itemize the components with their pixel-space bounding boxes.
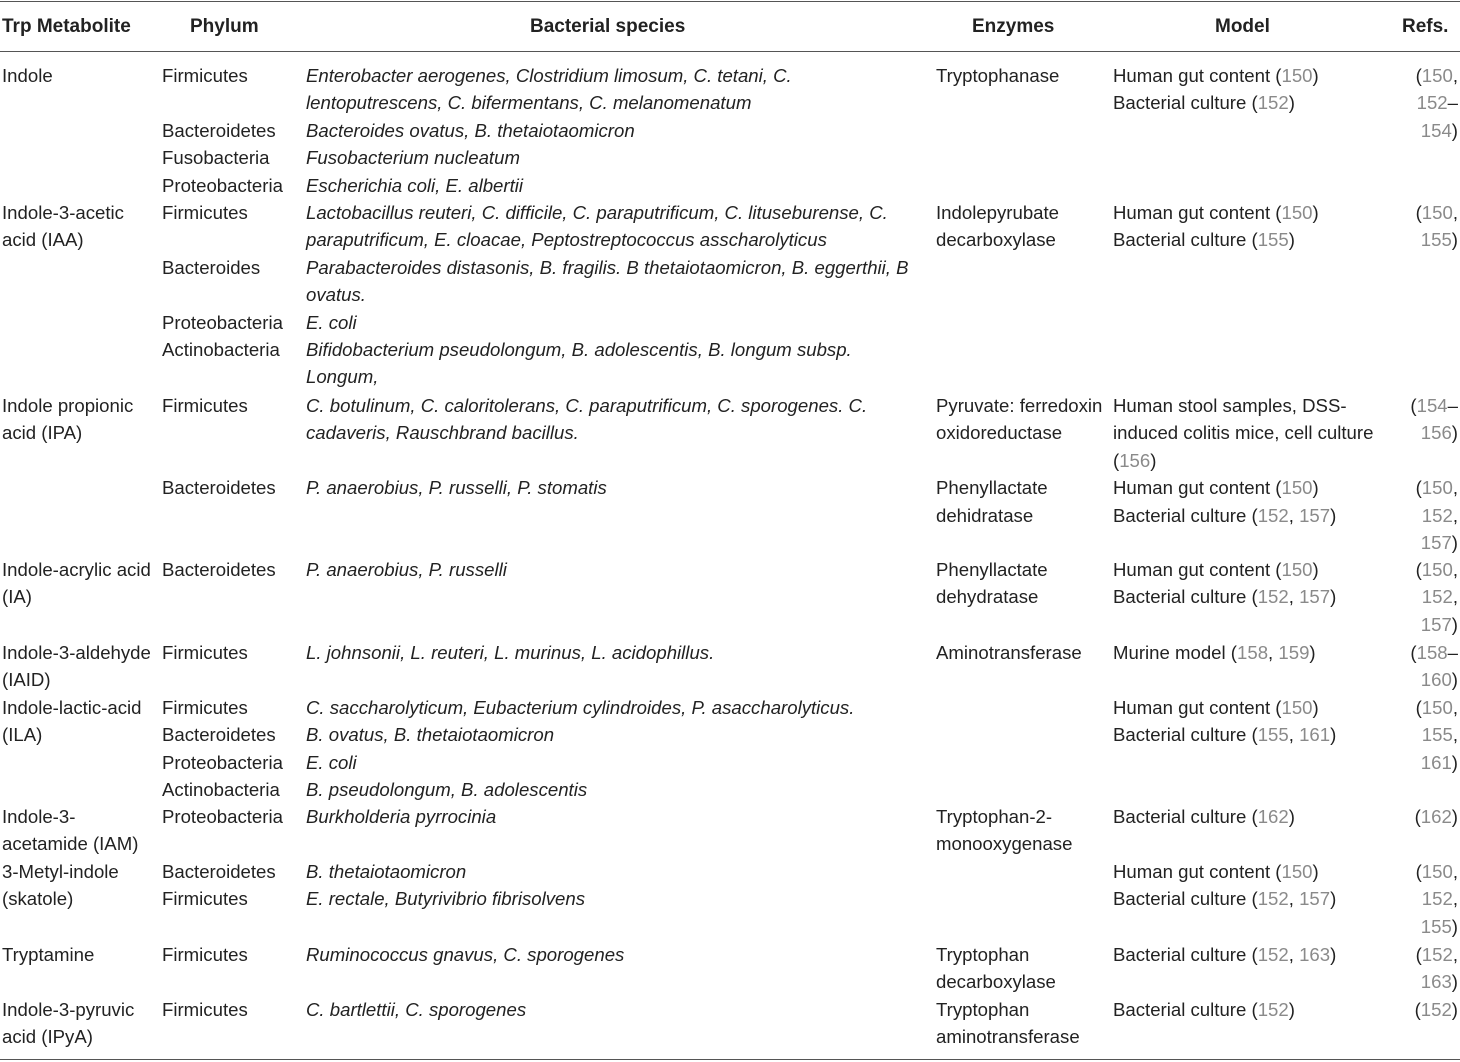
species-cell: Fusobacterium nucleatum (306, 147, 520, 169)
model-entry: Human gut content (150) (1113, 697, 1319, 718)
metabolite-cell: Tryptamine (2, 944, 95, 965)
metabolite-cell: Indole-3-aldehyde (IAID) (2, 642, 151, 691)
model-entry: Bacterial culture (155) (1113, 229, 1295, 251)
phylum-cell: Firmicutes (162, 888, 248, 910)
model-entry: Human gut content (150) (1113, 65, 1319, 86)
ref-line: 163) (1420, 971, 1458, 993)
model-entry: Human gut content (150) (1113, 202, 1319, 223)
citation-link[interactable]: 150 (1421, 477, 1453, 499)
citation-link[interactable]: 150 (1281, 559, 1313, 580)
species-cell: Ruminococcus gnavus, C. sporogenes (306, 944, 625, 965)
phylum-cell: Firmicutes (162, 202, 248, 223)
citation-link[interactable]: 150 (1281, 202, 1313, 223)
citation-link[interactable]: 161 (1299, 724, 1331, 746)
phylum-cell: Actinobacteria (162, 339, 280, 360)
citation-link[interactable]: 150 (1421, 697, 1453, 718)
citation-link[interactable]: 150 (1421, 202, 1453, 223)
citation-link[interactable]: 163 (1299, 944, 1331, 965)
citation-link[interactable]: 162 (1257, 806, 1289, 827)
ref-line: 155) (1420, 229, 1458, 251)
phylum-cell: Proteobacteria (162, 806, 283, 827)
citation-link[interactable]: 152 (1257, 944, 1289, 965)
metabolite-cell: Indole-3-acetamide (IAM) (2, 806, 139, 855)
citation-link[interactable]: 150 (1281, 861, 1313, 882)
phylum-cell: Bacteroidetes (162, 861, 276, 882)
citation-link[interactable]: 155 (1421, 724, 1453, 746)
phylum-cell: Firmicutes (162, 395, 248, 416)
citation-link[interactable]: 152 (1421, 586, 1453, 608)
ref-line: 160) (1420, 669, 1458, 691)
phylum-cell: Actinobacteria (162, 779, 280, 801)
species-cell: Parabacteroides distasonis, B. fragilis. B thetaiotaomicron, B. eggerthii, B ovatus. (306, 256, 909, 306)
phylum-cell: Firmicutes (162, 944, 248, 965)
enzyme-cell: Tryptophan aminotransferase (936, 999, 1080, 1048)
species-cell: E. coli (306, 311, 357, 333)
metabolite-cell: Indole-acrylic acid (IA) (2, 559, 151, 608)
refs-cell (1380, 474, 1458, 556)
model-entry: Bacterial culture (152, 157) (1113, 586, 1337, 608)
citation-link[interactable]: 158 (1416, 642, 1448, 663)
model-entry: Human gut content (150) (1113, 477, 1319, 499)
refs-cell (1380, 392, 1458, 447)
citation-link[interactable]: 152 (1420, 999, 1452, 1020)
phylum-cell: Bacteroides (162, 256, 261, 278)
ref-line: (154– (1410, 395, 1458, 416)
citation-link[interactable]: 157 (1299, 888, 1331, 910)
model-entry: Bacterial culture (152) (1113, 92, 1295, 114)
species-cell: C. saccharolyticum, Eubacterium cylindroides, P. asaccharolyticus. (306, 697, 855, 718)
model-text: Bacterial culture ( (1113, 806, 1258, 827)
citation-link[interactable]: 152 (1421, 944, 1453, 965)
model-text: Human gut content ( (1113, 477, 1282, 499)
species-cell: P. anaerobius, P. russelli (306, 559, 507, 580)
enzyme-cell: Tryptophan decarboxylase (936, 944, 1056, 993)
citation-link[interactable]: 152 (1257, 92, 1289, 114)
model-entry: Human gut content (150) (1113, 861, 1319, 882)
citation-link[interactable]: 160 (1420, 669, 1452, 691)
species-cell: Enterobacter aerogenes, Clostridium limosum, C. tetani, C. lentoputrescens, C. bifermentans, C. melanomenatum (306, 65, 792, 114)
model-text: Human gut content ( (1113, 559, 1282, 580)
model-entry: Murine model (158, 159) (1113, 642, 1316, 663)
model-text: Human gut content ( (1113, 202, 1282, 223)
species-cell: B. thetaiotaomicron (306, 861, 467, 882)
species-cell: L. johnsonii, L. reuteri, L. murinus, L. acidophillus. (306, 642, 715, 663)
species-cell: Burkholderia pyrrocinia (306, 806, 497, 827)
model-text: Bacterial culture ( (1113, 888, 1258, 910)
citation-link[interactable]: 155 (1257, 229, 1289, 251)
citation-link[interactable]: 150 (1421, 65, 1453, 86)
metabolite-cell: Indole (2, 65, 53, 86)
citation-link[interactable]: 158 (1237, 642, 1269, 663)
refs-cell (1380, 803, 1458, 830)
citation-link[interactable]: 152 (1421, 504, 1453, 526)
refs-cell (1380, 996, 1458, 1023)
phylum-cell: Firmicutes (162, 642, 248, 663)
species-cell: C. botulinum, C. caloritolerans, C. paraputrificum, C. sporogenes. C. cadaveris, Rauschbrand bacillus. (306, 395, 868, 444)
enzyme-cell: Phenyllactate dehydratase (936, 559, 1048, 608)
ref-line: 154) (1420, 119, 1458, 141)
model-text: Human stool samples, DSS-induced colitis mice, cell culture ( (1113, 395, 1374, 471)
citation-link[interactable]: 155 (1420, 229, 1452, 251)
metabolite-cell: Indole-3-acetic acid (IAA) (2, 202, 124, 251)
ref-line: 152– (1416, 92, 1458, 114)
enzyme-cell: Aminotransferase (936, 642, 1082, 663)
species-cell: Bifidobacterium pseudolongum, B. adolescentis, B. longum subsp. Longum, (306, 339, 852, 388)
model-text: Bacterial culture ( (1113, 504, 1258, 526)
citation-link[interactable]: 152 (1257, 586, 1289, 608)
table-top-rule (0, 1, 1460, 2)
species-cell: Escherichia coli, E. albertii (306, 174, 524, 196)
species-cell: C. bartlettii, C. sporogenes (306, 999, 527, 1020)
model-entry: Bacterial culture (155, 161) (1113, 724, 1337, 746)
enzyme-cell: Phenyllactate dehidratase (936, 477, 1048, 526)
ref-line: 155, (1421, 724, 1458, 746)
header-phylum: Phylum (190, 16, 259, 37)
citation-link[interactable]: 157 (1420, 613, 1452, 635)
ref-line: (150, (1415, 477, 1458, 499)
model-entry: Bacterial culture (162) (1113, 806, 1295, 827)
header-species: Bacterial species (530, 16, 686, 37)
phylum-cell: Bacteroidetes (162, 559, 276, 580)
ref-line: 157) (1420, 613, 1458, 635)
metabolite-cell: Indole-lactic-acid (ILA) (2, 697, 142, 746)
model-text: Bacterial culture ( (1113, 999, 1258, 1020)
model-text: Human gut content ( (1113, 65, 1282, 86)
refs-cell (1380, 199, 1458, 254)
citation-link[interactable]: 161 (1420, 751, 1452, 773)
citation-link[interactable]: 157 (1420, 532, 1452, 553)
ref-line: (158– (1410, 642, 1458, 663)
model-entry: Bacterial culture (152) (1113, 999, 1295, 1020)
model-text: Bacterial culture ( (1113, 92, 1258, 114)
phylum-cell: Proteobacteria (162, 751, 283, 773)
citation-link[interactable]: 150 (1421, 559, 1453, 580)
ref-line: (150, (1415, 861, 1458, 882)
ref-line: 157) (1420, 532, 1458, 553)
model-entry: Human gut content (150) (1113, 559, 1319, 580)
citation-link[interactable]: 154 (1420, 119, 1452, 141)
citation-link[interactable]: 157 (1299, 586, 1331, 608)
refs-cell (1380, 639, 1458, 694)
citation-link[interactable]: 162 (1420, 806, 1452, 827)
citation-link[interactable]: 152 (1416, 92, 1448, 114)
model-text: Human gut content ( (1113, 861, 1282, 882)
species-cell: P. anaerobius, P. russelli, P. stomatis (306, 477, 607, 499)
species-cell: Bacteroides ovatus, B. thetaiotaomicron (306, 119, 635, 141)
model-text: Human gut content ( (1113, 697, 1282, 718)
citation-link[interactable]: 157 (1299, 504, 1331, 526)
ref-line: 161) (1420, 751, 1458, 773)
species-cell: Lactobacillus reuteri, C. difficile, C. paraputrificum, C. lituseburense, C. paraputrificum, E. cloacae, Peptostreptococcus asscharolyticus (306, 202, 888, 251)
table-bottom-rule (0, 1059, 1460, 1060)
metabolite-cell: Indole propionic acid (IPA) (2, 395, 134, 444)
citation-link[interactable]: 163 (1420, 971, 1452, 993)
header-rule (0, 51, 1460, 52)
metabolite-cell: 3-Metyl-indole (skatole) (2, 861, 119, 910)
enzyme-cell: Tryptophan-2-monooxygenase (936, 806, 1073, 855)
header-model: Model (1215, 16, 1270, 37)
ref-line: 156) (1420, 422, 1458, 444)
ref-line: (150, (1415, 697, 1458, 718)
ref-line: (152) (1414, 999, 1458, 1020)
metabolite-cell: Indole-3-pyruvic acid (IPyA) (2, 999, 135, 1048)
citation-link[interactable]: 152 (1421, 888, 1453, 910)
citation-link[interactable]: 150 (1281, 697, 1313, 718)
citation-link[interactable]: 152 (1257, 999, 1289, 1020)
ref-line: (150, (1415, 65, 1458, 86)
phylum-cell: Fusobacteria (162, 147, 270, 169)
header-metabolite: Trp Metabolite (2, 16, 131, 37)
model-entry: Bacterial culture (152, 157) (1113, 888, 1337, 910)
model-text: Bacterial culture ( (1113, 229, 1258, 251)
species-cell: E. rectale, Butyrivibrio fibrisolvens (306, 888, 586, 910)
citation-link[interactable]: 150 (1281, 65, 1313, 86)
header-enzymes: Enzymes (972, 16, 1055, 37)
phylum-cell: Proteobacteria (162, 174, 283, 196)
citation-link[interactable]: 155 (1420, 915, 1452, 937)
phylum-cell: Firmicutes (162, 697, 248, 718)
citation-link[interactable]: 155 (1257, 724, 1289, 746)
ref-line: (152, (1415, 944, 1458, 965)
phylum-cell: Firmicutes (162, 999, 248, 1020)
ref-line: 152, (1421, 586, 1458, 608)
citation-link[interactable]: 159 (1278, 642, 1310, 663)
enzyme-cell: Tryptophanase (936, 65, 1060, 86)
ref-line: 152, (1421, 504, 1458, 526)
citation-link[interactable]: 156 (1420, 422, 1452, 444)
enzyme-cell: Indolepyrubate decarboxylase (936, 202, 1060, 251)
citation-link[interactable]: 156 (1119, 449, 1151, 471)
citation-link[interactable]: 150 (1421, 861, 1453, 882)
phylum-cell: Bacteroidetes (162, 724, 276, 746)
model-text: Bacterial culture ( (1113, 724, 1258, 746)
citation-link[interactable]: 152 (1257, 504, 1289, 526)
model-text: Murine model ( (1113, 642, 1238, 663)
ref-line: (150, (1415, 559, 1458, 580)
refs-cell (1380, 858, 1458, 940)
phylum-cell: Bacteroidetes (162, 119, 276, 141)
model-text: Bacterial culture ( (1113, 586, 1258, 608)
model-entry: Bacterial culture (152, 163) (1113, 944, 1337, 965)
refs-cell (1380, 62, 1458, 144)
species-cell: B. ovatus, B. thetaiotaomicron (306, 724, 555, 746)
refs-cell (1380, 941, 1458, 996)
model-text: Bacterial culture ( (1113, 944, 1258, 965)
citation-link[interactable]: 154 (1416, 395, 1448, 416)
phylum-cell: Bacteroidetes (162, 477, 276, 499)
model-entry: Bacterial culture (152, 157) (1113, 504, 1337, 526)
species-cell: B. pseudolongum, B. adolescentis (306, 779, 588, 801)
model-entry: Human stool samples, DSS-induced colitis mice, cell culture (156) (1113, 395, 1374, 471)
refs-cell (1380, 556, 1458, 638)
phylum-cell: Firmicutes (162, 65, 248, 86)
ref-line: (162) (1414, 806, 1458, 827)
ref-line: (150, (1415, 202, 1458, 223)
header-refs: Refs. (1402, 16, 1449, 37)
refs-cell (1380, 694, 1458, 776)
citation-link[interactable]: 152 (1257, 888, 1289, 910)
ref-line: 152, (1421, 888, 1458, 910)
species-cell: E. coli (306, 751, 357, 773)
citation-link[interactable]: 150 (1281, 477, 1313, 499)
enzyme-cell: Pyruvate: ferredoxin oxidoreductase (936, 395, 1103, 444)
phylum-cell: Proteobacteria (162, 311, 283, 333)
ref-line: 155) (1420, 915, 1458, 937)
